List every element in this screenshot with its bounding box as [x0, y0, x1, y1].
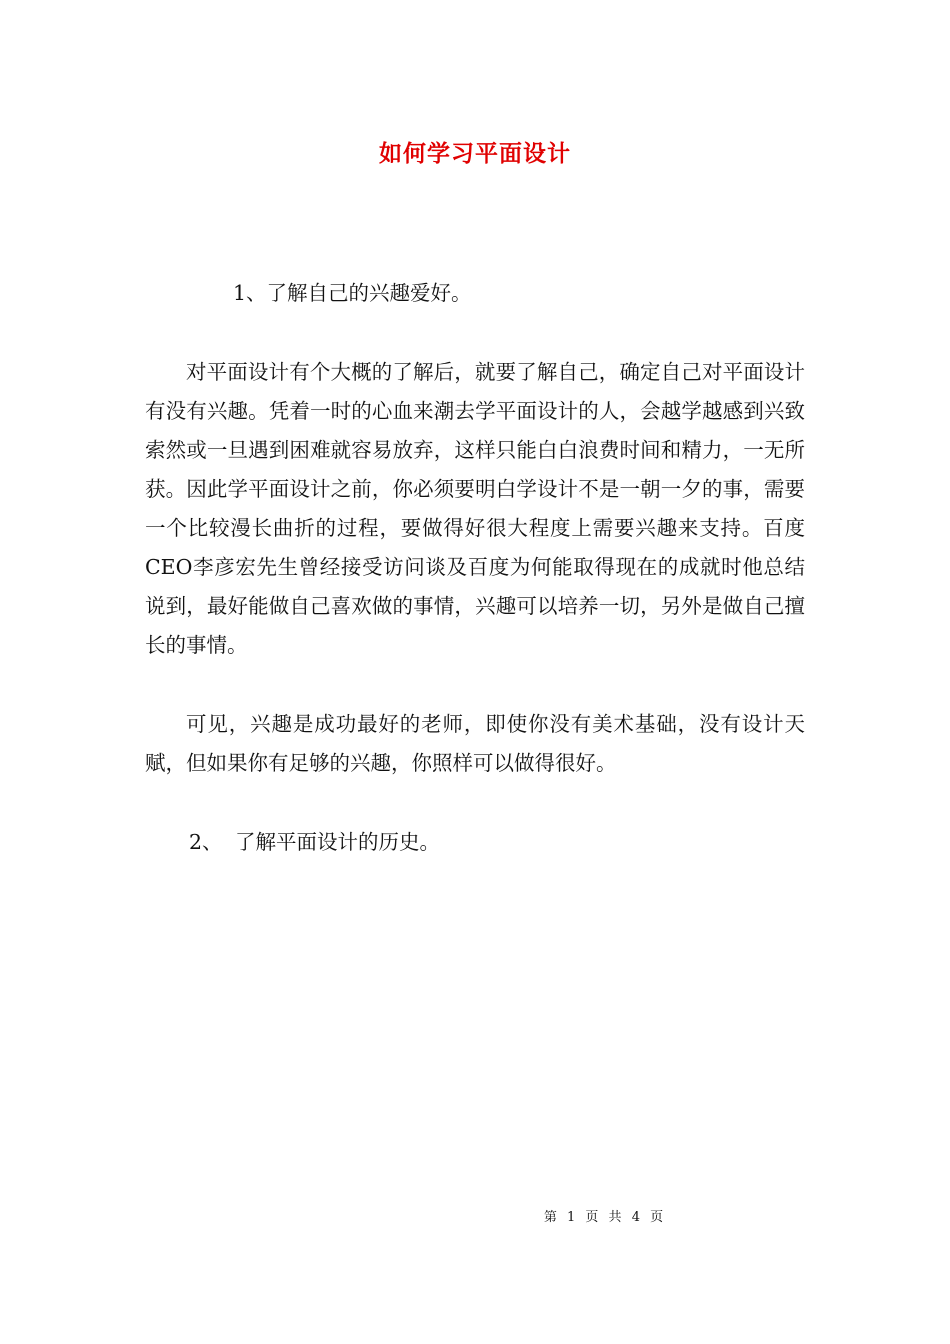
section-heading-2-text: 了解平面设计的历史。 — [235, 830, 440, 854]
body-paragraph-1: 对平面设计有个大概的了解后，就要了解自己，确定自己对平面设计有没有兴趣。凭着一时的心血来潮去学平面设计的人，会越学越感到兴致索然或一旦遇到困难就容易放弃，这样只能白白浪费时间和精力，一无所获。因此学平面设计之前，你必须要明白学设计不是一朝一夕的事，需要一个比较漫长曲折的过程，要做得好很大程度上需要兴趣来支持。百度CEO李彦宏先生曾经接受访问谈及百度为何能取得现在的成就时他总结说到，最好能做自己喜欢做的事情，兴趣可以培养一切，另外是做自己擅长的事情。 — [145, 360, 805, 657]
section-heading-2-number: 2、 — [189, 830, 223, 854]
document-body — [145, 274, 805, 862]
section-heading-2 — [145, 823, 805, 862]
page-footer: 第 1 页 共 4 页 — [543, 1210, 667, 1225]
section-heading-1: 1、了解自己的兴趣爱好。 — [233, 281, 472, 305]
document-title: 如何学习平面设计 — [379, 140, 571, 167]
body-paragraph-2: 可见，兴趣是成功最好的老师，即使你没有美术基础，没有设计天赋，但如果你有足够的兴趣，你照样可以做得很好。 — [145, 712, 805, 775]
